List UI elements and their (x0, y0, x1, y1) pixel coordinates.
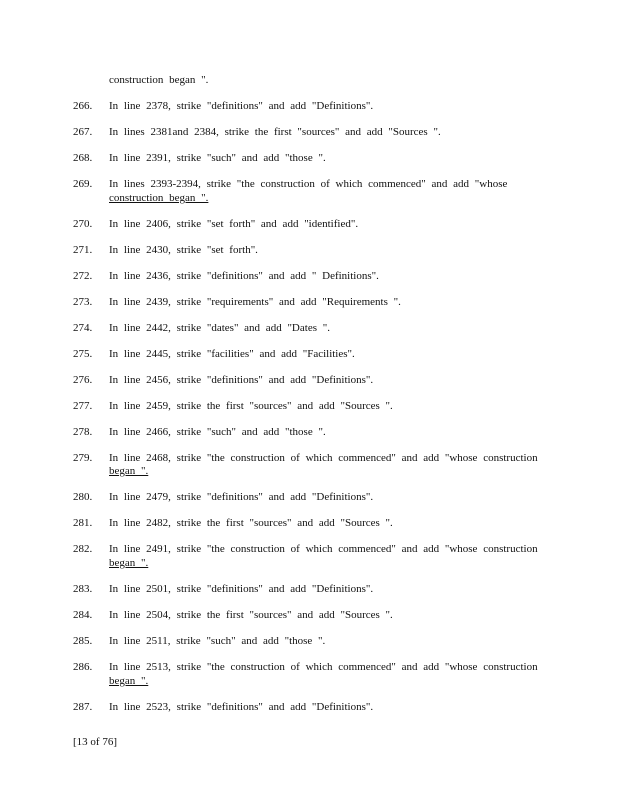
item-number: 266. (73, 100, 93, 112)
item-number: 281. (73, 517, 93, 529)
item-number: 282. (73, 543, 93, 555)
item-text: In line 2504, strike the first "sources" and add "Sources ". (109, 609, 393, 621)
item-text: In line 2482, strike the first "sources" and add "Sources ". (109, 517, 393, 529)
item-text: In line 2479, strike "definitions" and add "Definitions". (109, 491, 374, 503)
item-text: In line 2468, strike "the construction of which commenced" and add "whose construction (109, 452, 538, 464)
item-continuation-text: construction began ". (109, 192, 209, 204)
item-text: In line 2436, strike "definitions" and add " Definitions". (109, 270, 379, 282)
item-text: In line 2430, strike "set forth". (109, 244, 258, 256)
item-text: In line 2445, strike "facilities" and add "Facilities". (109, 348, 355, 360)
item-continuation-text: began ". (109, 675, 149, 687)
item-text: In lines 2381and 2384, strike the first "sources" and add "Sources ". (109, 126, 441, 138)
item-text: In line 2391, strike "such" and add "those ". (109, 152, 326, 164)
item-number: 280. (73, 491, 93, 503)
item-number: 276. (73, 374, 93, 386)
item-text: In line 2511, strike "such" and add "those ". (109, 635, 326, 647)
item-continuation-text: began ". (109, 465, 149, 477)
item-text: In line 2523, strike "definitions" and add "Definitions". (109, 701, 374, 713)
item-number: 277. (73, 400, 93, 412)
item-number: 272. (73, 270, 93, 282)
item-text: In line 2491, strike "the construction of which commenced" and add "whose construction (109, 543, 538, 555)
item-text: In lines 2393-2394, strike "the construction of which commenced" and add "whose (109, 178, 508, 190)
item-text: In line 2456, strike "definitions" and add "Definitions". (109, 374, 374, 386)
item-text: In line 2442, strike "dates" and add "Dates ". (109, 322, 330, 334)
item-number: 284. (73, 609, 93, 621)
item-text: In line 2513, strike "the construction of which commenced" and add "whose construction (109, 661, 538, 673)
item-number: 283. (73, 583, 93, 595)
item-number: 275. (73, 348, 93, 360)
item-text: In line 2378, strike "definitions" and add "Definitions". (109, 100, 374, 112)
item-number: 279. (73, 452, 93, 464)
item-text: In line 2459, strike the first "sources" and add "Sources ". (109, 400, 393, 412)
item-number: 270. (73, 218, 93, 230)
item-number: 287. (73, 701, 93, 713)
item-number: 278. (73, 426, 93, 438)
continuation-text: construction began ". (109, 74, 209, 86)
item-number: 267. (73, 126, 93, 138)
item-continuation-text: began ". (109, 557, 149, 569)
item-text: In line 2406, strike "set forth" and add "identified". (109, 218, 359, 230)
item-number: 274. (73, 322, 93, 334)
item-text: In line 2439, strike "requirements" and add "Requirements ". (109, 296, 401, 308)
item-number: 273. (73, 296, 93, 308)
item-text: In line 2466, strike "such" and add "those ". (109, 426, 326, 438)
item-number: 268. (73, 152, 93, 164)
page-number-footer: [13 of 76] (73, 736, 117, 748)
item-text: In line 2501, strike "definitions" and add "Definitions". (109, 583, 374, 595)
item-number: 286. (73, 661, 93, 673)
item-number: 285. (73, 635, 93, 647)
item-number: 269. (73, 178, 93, 190)
item-number: 271. (73, 244, 93, 256)
